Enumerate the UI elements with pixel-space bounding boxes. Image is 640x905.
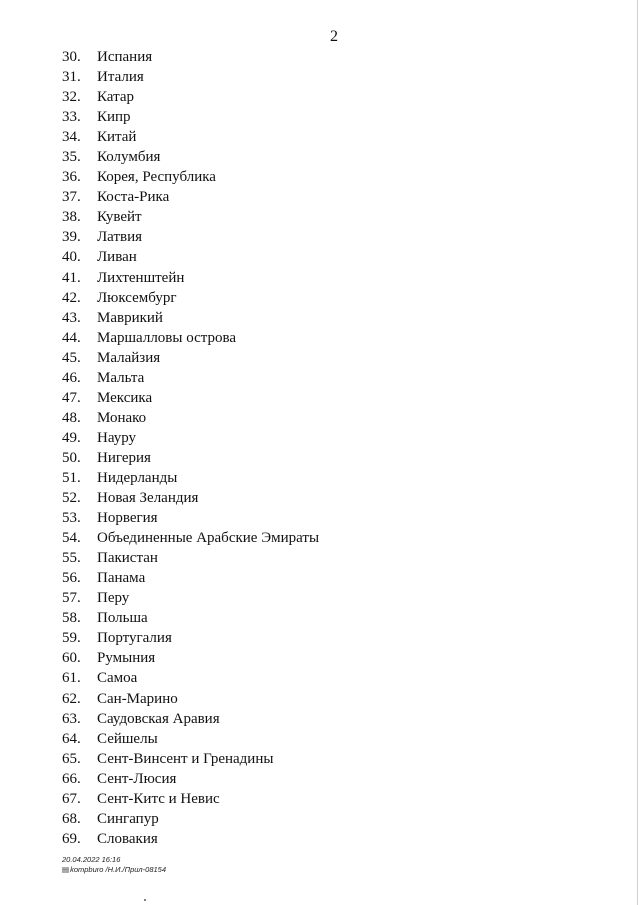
list-item [62,187,319,207]
item-number: 36. [62,169,81,186]
country-name: Нигерия [97,449,151,466]
item-number: 38. [62,209,81,226]
list-item [62,308,319,328]
country-name: Маршалловы острова [97,329,237,346]
list-item [62,829,319,849]
country-name: Португалия [97,630,172,647]
country-name: Мексика [97,389,153,406]
list-item [62,809,319,829]
country-name: Колумбия [97,149,161,166]
list-item [62,348,319,368]
list-item [62,107,319,127]
item-number: 47. [62,389,81,406]
item-number: 51. [62,469,81,486]
list-item [62,147,319,167]
item-number: 55. [62,550,81,567]
list-item [62,47,319,67]
country-name: Объединенные Арабские Эмираты [97,530,320,547]
list-item [62,368,319,388]
country-name: Лихтенштейн [97,269,185,286]
item-number: 42. [62,289,81,306]
list-item [62,408,319,428]
list-item [62,488,319,508]
item-number: 58. [62,610,81,627]
item-number: 43. [62,309,81,326]
country-name: Люксембург [97,289,177,306]
list-item [62,789,319,809]
item-number: 50. [62,449,81,466]
item-number: 49. [62,429,81,446]
country-list [62,47,319,849]
list-item [62,709,319,729]
item-number: 56. [62,570,81,587]
list-item [62,127,319,147]
list-item [62,729,319,749]
list-item [62,247,319,267]
list-item [62,268,319,288]
list-item [62,288,319,308]
country-name: Саудовская Аравия [97,710,220,727]
country-name: Латвия [97,229,143,246]
country-name: Норвегия [97,510,158,527]
list-item [62,608,319,628]
country-name: Пакистан [97,550,158,567]
country-name: Испания [97,49,153,65]
item-number: 39. [62,229,81,246]
item-number: 63. [62,710,81,727]
item-number: 53. [62,510,81,527]
list-item [62,528,319,548]
country-name: Маврикий [97,309,163,326]
item-number: 61. [62,670,81,687]
list-item [62,769,319,789]
country-name: Кипр [97,109,131,126]
country-name: Италия [97,69,144,86]
country-name: Корея, Республика [97,169,216,186]
country-name: Сингапур [97,810,159,827]
country-name: Польша [97,610,148,627]
item-number: 46. [62,369,81,386]
list-item [62,588,319,608]
item-number: 48. [62,409,81,426]
item-number: 57. [62,590,81,607]
country-name: Науру [97,429,137,446]
list-item [62,328,319,348]
item-number: 45. [62,349,81,366]
item-number: 30. [62,49,81,65]
country-name: Сент-Винсент и Гренадины [97,750,274,767]
country-name: Перу [97,590,130,607]
page-edge [637,0,638,905]
item-number: 31. [62,69,81,86]
item-number: 69. [62,830,81,847]
item-number: 34. [62,129,81,146]
item-number: 66. [62,770,81,787]
list-item [62,468,319,488]
country-name: Коста-Рика [97,189,170,206]
item-number: 37. [62,189,81,206]
item-number: 44. [62,329,81,346]
country-name: Сан-Марино [97,690,178,707]
list-item [62,448,319,468]
country-name: Монако [97,409,147,426]
item-number: 52. [62,490,81,507]
country-name: Самоа [97,670,138,687]
item-number: 60. [62,650,81,667]
scan-speck [144,899,146,901]
list-item [62,67,319,87]
country-name: Сейшелы [97,730,158,747]
list-item [62,568,319,588]
footer-user: kompburo /Н.И./Прил-08154 [70,864,167,874]
list-item [62,227,319,247]
list-item [62,167,319,187]
list-item [62,548,319,568]
country-name: Кувейт [97,209,142,226]
list-item [62,668,319,688]
item-number: 62. [62,690,81,707]
country-name: Словакия [97,830,158,847]
list-item [62,749,319,769]
country-name: Сент-Китс и Невис [97,790,220,807]
country-name: Катар [97,89,134,106]
list-item [62,87,319,107]
country-name: Ливан [97,249,137,266]
country-name: Мальта [97,369,145,386]
item-number: 40. [62,249,81,266]
page-number: 2 [330,28,338,45]
list-item [62,428,319,448]
item-number: 59. [62,630,81,647]
country-name: Малайзия [97,349,161,366]
item-number: 33. [62,109,81,126]
item-number: 65. [62,750,81,767]
list-item [62,508,319,528]
list-item [62,388,319,408]
footer-date: 20.04.2022 16:16 [62,855,121,864]
country-name: Румыния [97,650,156,667]
footer-user-line [62,865,166,875]
item-number: 35. [62,149,81,166]
country-name: Нидерланды [97,469,178,486]
item-number: 54. [62,530,81,547]
item-number: 32. [62,89,81,106]
country-name: Сент-Люсия [97,770,177,787]
country-name: Китай [97,129,137,146]
list-item [62,689,319,709]
item-number: 64. [62,730,81,747]
item-number: 41. [62,269,81,286]
list-item [62,628,319,648]
list-item [62,648,319,668]
country-name: Новая Зеландия [97,490,199,507]
document-icon: ▤ [62,864,70,874]
list-item [62,207,319,227]
country-name: Панама [97,570,146,587]
item-number: 67. [62,790,81,807]
item-number: 68. [62,810,81,827]
footer-stamp [62,855,166,874]
